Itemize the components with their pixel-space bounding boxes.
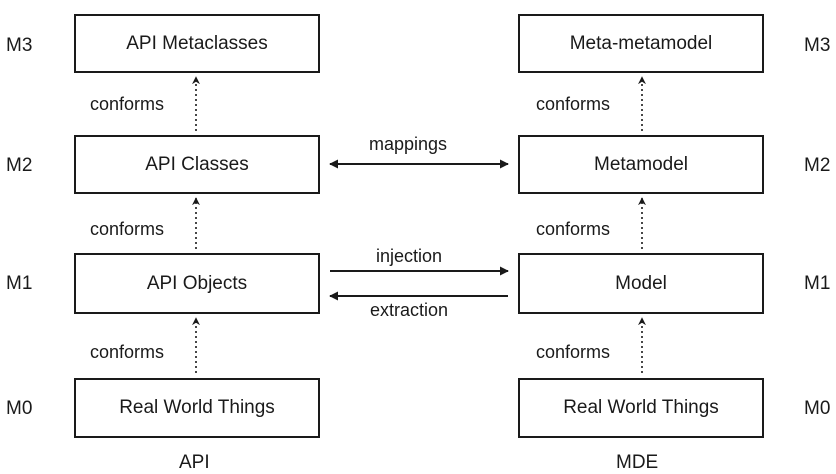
api-column-title: API (179, 452, 210, 473)
level-label-m3-left: M3 (6, 35, 33, 56)
level-label-m2-right: M2 (804, 155, 831, 176)
metamodel-box: Metamodel (518, 135, 764, 194)
mde-real-world-things-box: Real World Things (518, 378, 764, 438)
api-objects-box: API Objects (74, 253, 320, 314)
api-classes-box: API Classes (74, 135, 320, 194)
mappings-label: mappings (369, 134, 448, 154)
level-label-m2-left: M2 (6, 155, 33, 176)
level-label-m0-left: M0 (6, 398, 33, 419)
level-label-m3-right: M3 (804, 35, 831, 56)
extraction-label: extraction (370, 300, 449, 320)
api-conforms-label-2: conforms (90, 219, 165, 239)
mde-conforms-label-1: conforms (536, 94, 611, 114)
level-label-m1-left: M1 (6, 273, 33, 294)
mde-conforms-label-2: conforms (536, 219, 611, 239)
meta-metamodel-box: Meta-metamodel (518, 14, 764, 73)
api-real-world-things-box: Real World Things (74, 378, 320, 438)
api-metaclasses-box: API Metaclasses (74, 14, 320, 73)
mde-conforms-label-3: conforms (536, 342, 611, 362)
level-label-m0-right: M0 (804, 398, 831, 419)
level-label-m1-right: M1 (804, 273, 831, 294)
api-conforms-label-1: conforms (90, 94, 165, 114)
injection-label: injection (376, 246, 443, 266)
model-box: Model (518, 253, 764, 314)
api-conforms-label-3: conforms (90, 342, 165, 362)
mde-column-title: MDE (616, 452, 659, 473)
